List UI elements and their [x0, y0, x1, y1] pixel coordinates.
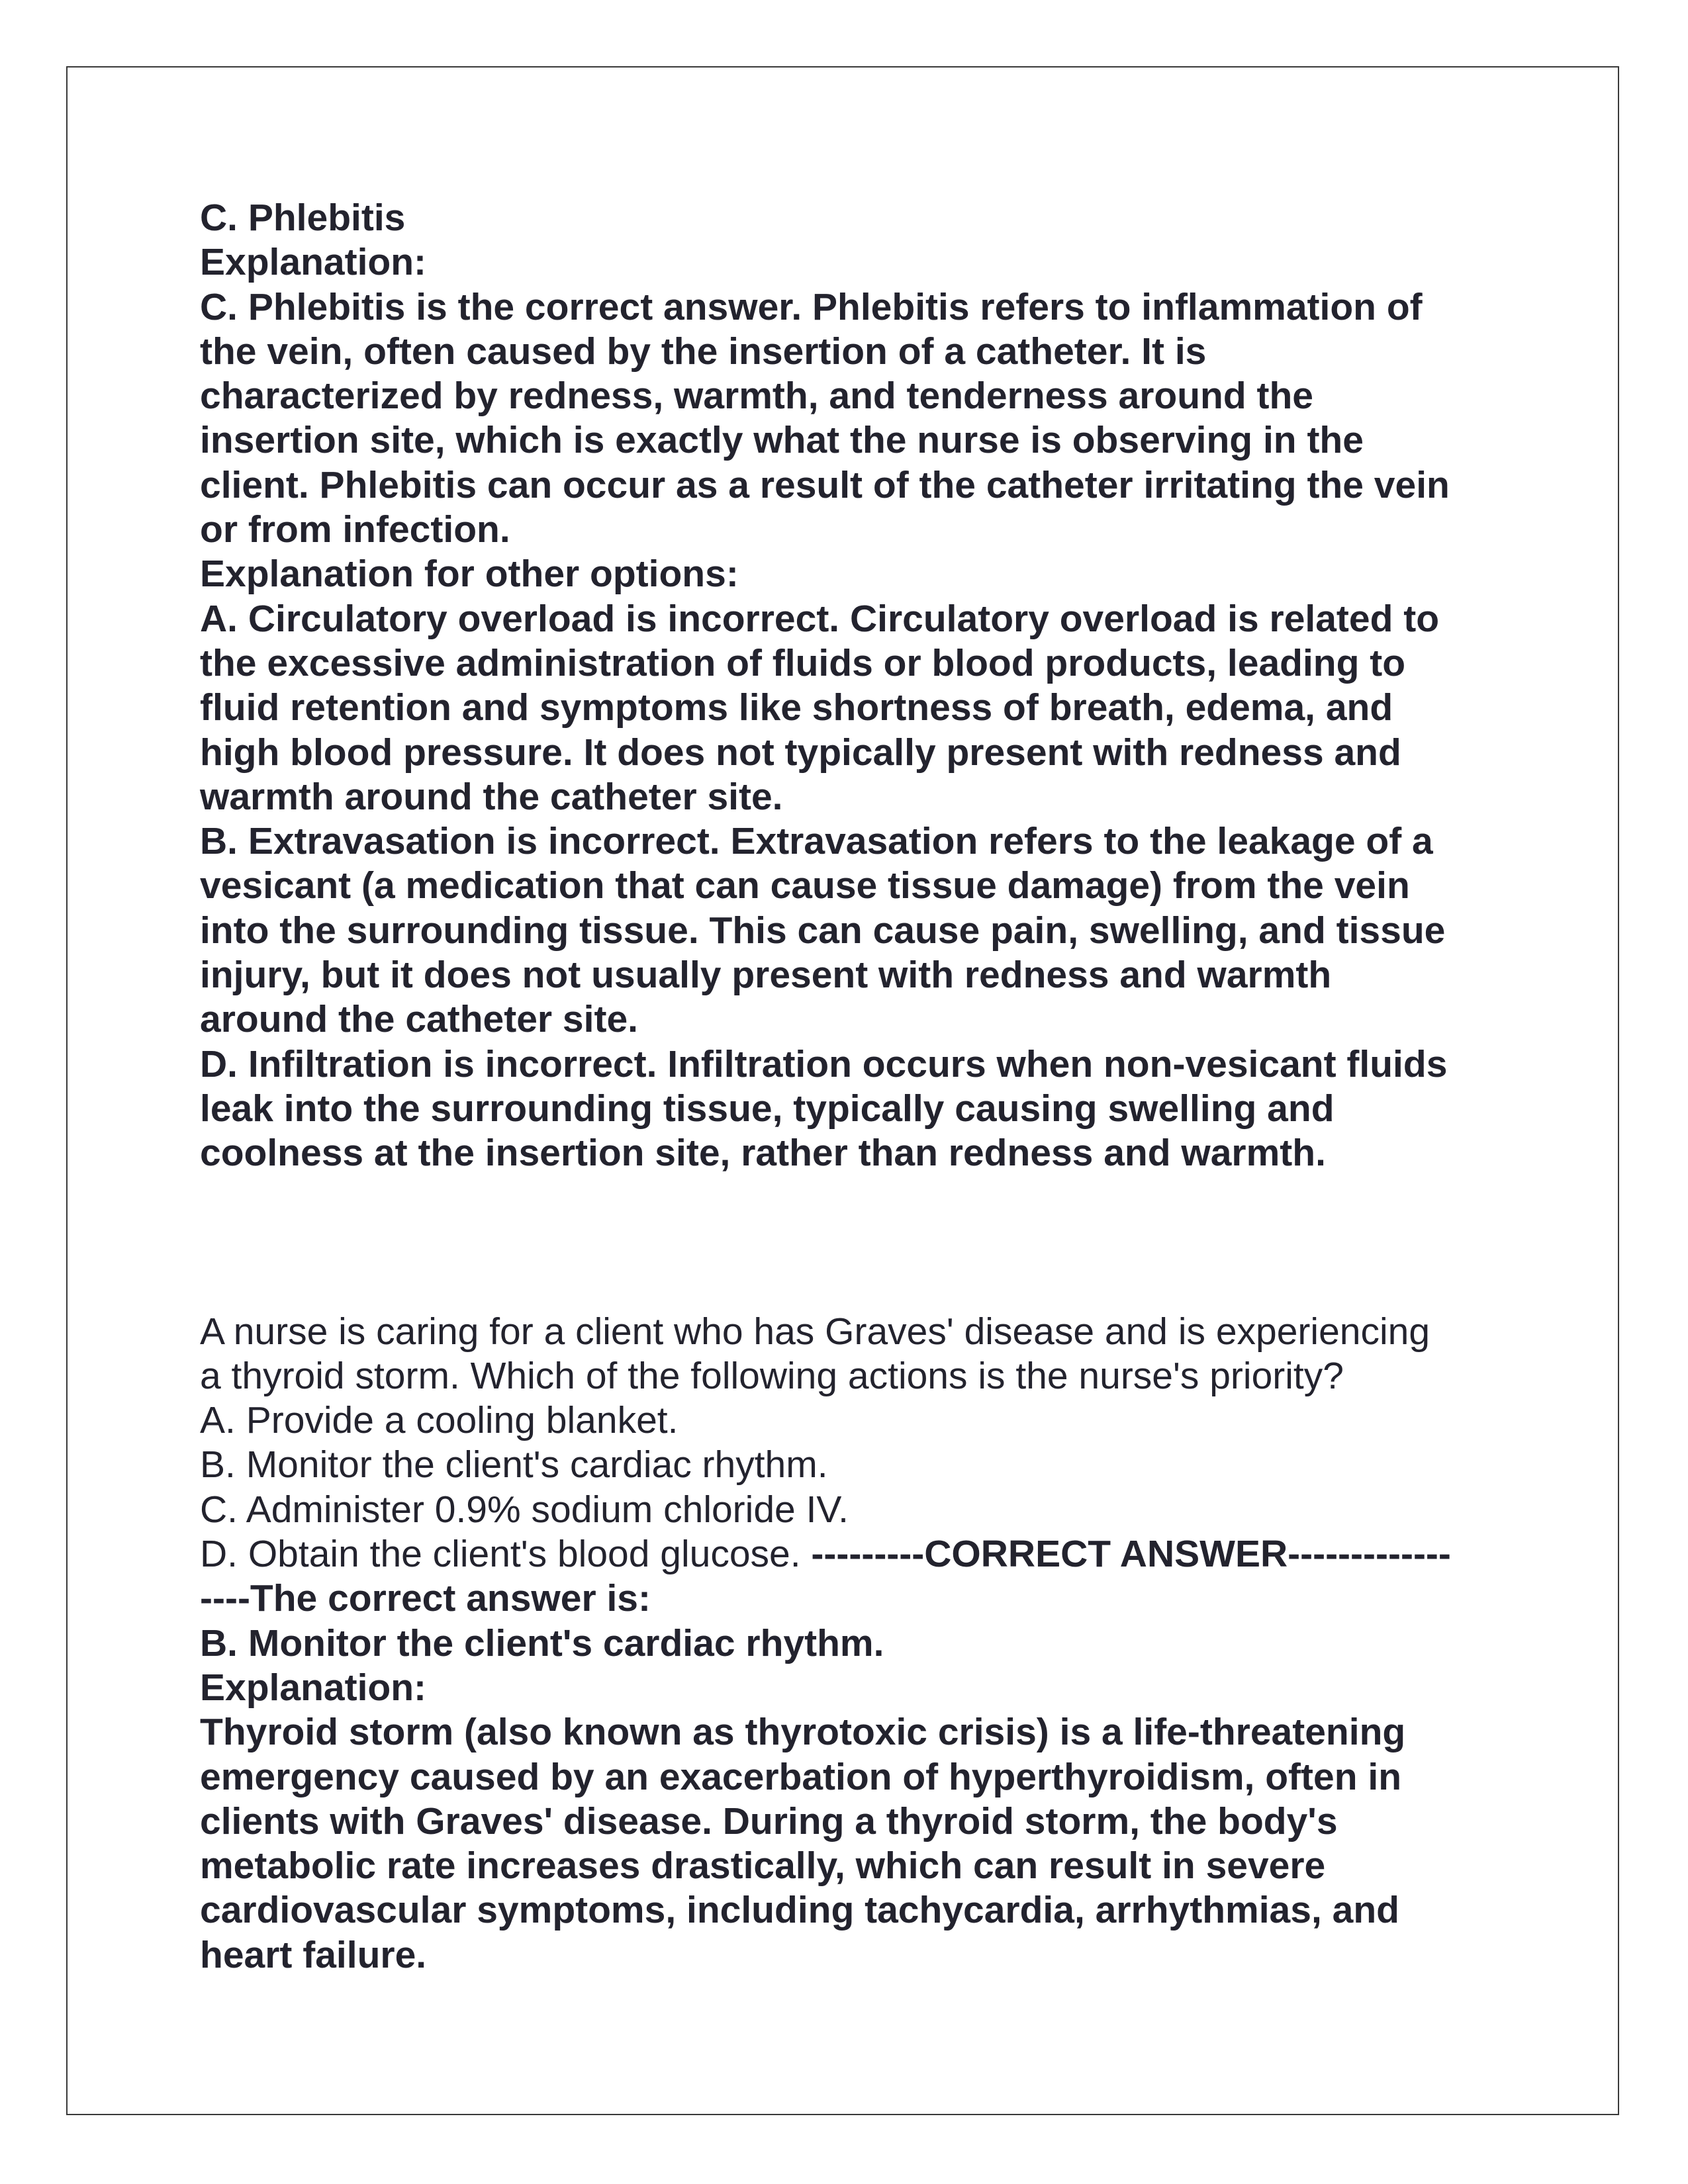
- question-line: A nurse is caring for a client who has Graves' disease and is experiencing: [200, 1310, 1430, 1353]
- text-line: emergency caused by an exacerbation of hyperthyroidism, often in: [200, 1755, 1402, 1798]
- text-line: high blood pressure. It does not typically present with redness and: [200, 731, 1401, 774]
- explanation-paragraph: [200, 285, 1497, 553]
- text-line: Thyroid storm (also known as thyrotoxic crisis) is a life-threatening: [200, 1711, 1406, 1754]
- text-line: client. Phlebitis can occur as a result of the catheter irritating the vein: [200, 463, 1450, 506]
- text-line: cardiovascular symptoms, including tachycardia, arrhythmias, and: [200, 1889, 1399, 1932]
- explanation-heading: Explanation:: [200, 241, 427, 284]
- text-line: the vein, often caused by the insertion of a catheter. It is: [200, 330, 1207, 373]
- text-line: metabolic rate increases drastically, which can result in severe: [200, 1844, 1326, 1888]
- answer-heading: C. Phlebitis: [200, 197, 406, 239]
- text-line: the excessive administration of fluids or blood products, leading to: [200, 641, 1406, 684]
- option-d-explanation: [200, 1042, 1497, 1176]
- option-c: C. Administer 0.9% sodium chloride IV.: [200, 1488, 849, 1531]
- text-line: fluid retention and symptoms like shortness of breath, edema, and: [200, 686, 1393, 729]
- text-line: D. Infiltration is incorrect. Infiltration occurs when non-vesicant fluids: [200, 1042, 1448, 1085]
- option-b: B. Monitor the client's cardiac rhythm.: [200, 1443, 828, 1486]
- text-line: around the catheter site.: [200, 998, 638, 1041]
- option-b-explanation: [200, 819, 1497, 1042]
- text-line: vesicant (a medication that can cause tissue damage) from the vein: [200, 864, 1410, 907]
- text-line: C. Phlebitis is the correct answer. Phlebitis refers to inflammation of: [200, 285, 1423, 328]
- text-line: clients with Graves' disease. During a thyroid storm, the body's: [200, 1799, 1338, 1843]
- option-a-explanation: [200, 597, 1497, 819]
- option-a: A. Provide a cooling blanket.: [200, 1399, 679, 1442]
- text-line: B. Extravasation is incorrect. Extravasation refers to the leakage of a: [200, 820, 1433, 863]
- text-line: injury, but it does not usually present with redness and warmth: [200, 954, 1332, 997]
- answer-options: [200, 1398, 1497, 1621]
- option-d-line: [200, 1532, 1497, 1576]
- text-line: coolness at the insertion site, rather than redness and warmth.: [200, 1132, 1326, 1175]
- text-line: or from infection.: [200, 508, 510, 551]
- question-stem: [200, 1310, 1497, 1399]
- text-line: insertion site, which is exactly what the nurse is observing in the: [200, 419, 1364, 462]
- correct-answer: B. Monitor the client's cardiac rhythm.: [200, 1621, 884, 1664]
- question-line: a thyroid storm. Which of the following actions is the nurse's priority?: [200, 1354, 1344, 1397]
- text-line: heart failure.: [200, 1933, 427, 1976]
- other-options-heading: Explanation for other options:: [200, 553, 739, 596]
- option-d: D. Obtain the client's blood glucose.: [200, 1533, 801, 1576]
- text-line: leak into the surrounding tissue, typically causing swelling and: [200, 1087, 1335, 1130]
- correct-answer-label: ----The correct answer is:: [200, 1577, 651, 1620]
- text-line: into the surrounding tissue. This can cause pain, swelling, and tissue: [200, 909, 1446, 952]
- text-line: A. Circulatory overload is incorrect. Circulatory overload is related to: [200, 597, 1440, 640]
- previous-answer-section: [200, 196, 1497, 1176]
- section-spacer: [200, 1176, 1497, 1310]
- explanation-paragraph: [200, 1710, 1497, 1978]
- question-section: [200, 1310, 1497, 1978]
- text-line: warmth around the catheter site.: [200, 775, 783, 818]
- text-line: characterized by redness, warmth, and tenderness around the: [200, 375, 1314, 418]
- explanation-heading: Explanation:: [200, 1666, 427, 1709]
- document-body: [200, 196, 1497, 1978]
- correct-answer-marker: ---------CORRECT ANSWER-------------: [800, 1533, 1451, 1576]
